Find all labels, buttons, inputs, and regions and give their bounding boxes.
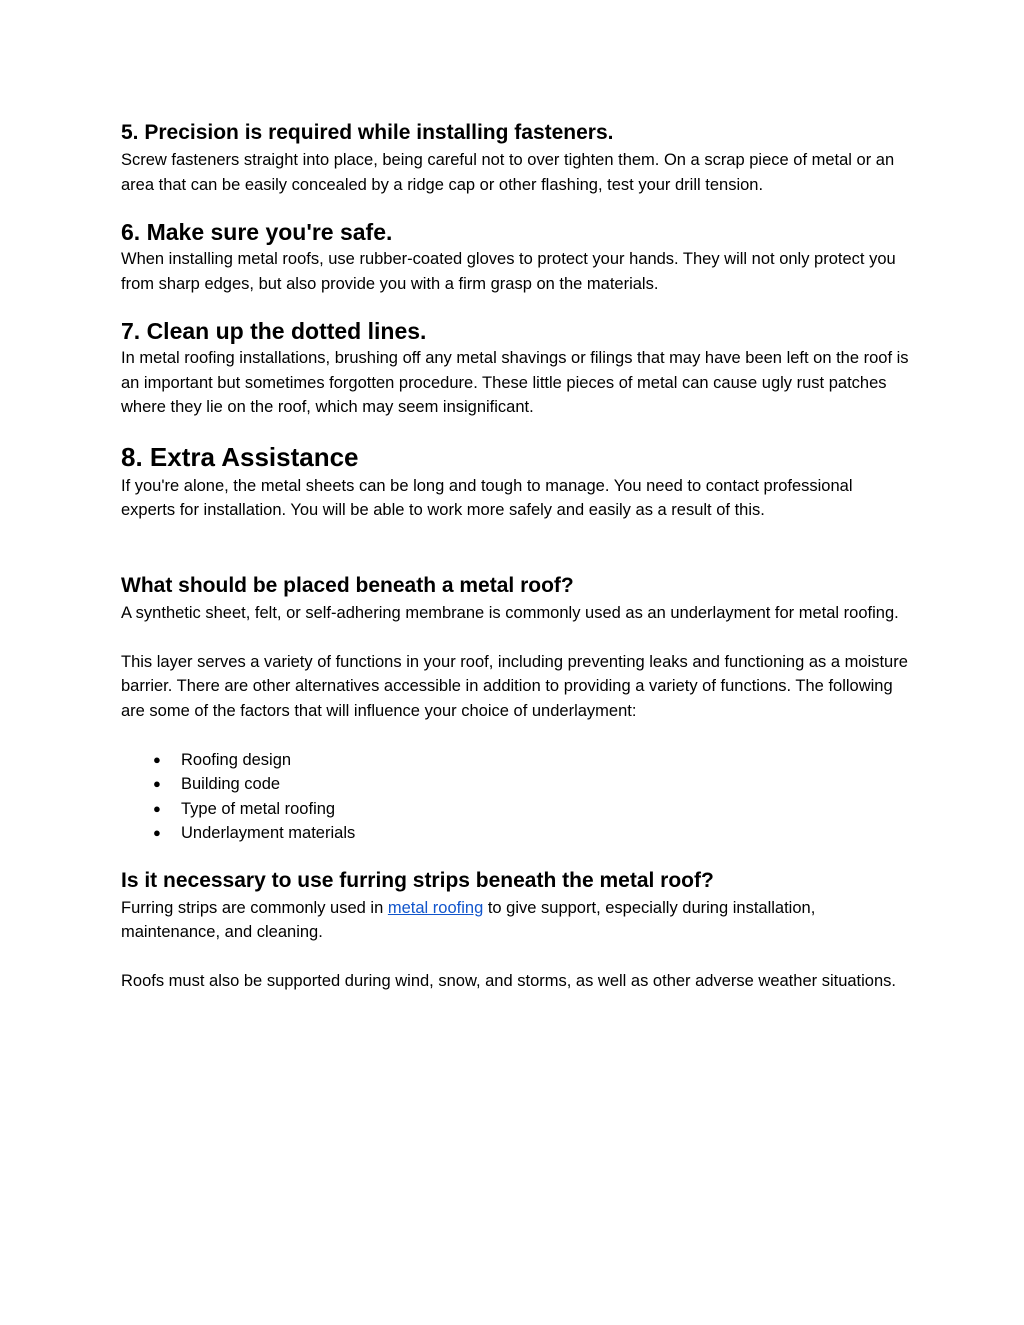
list-item-text: Underlayment materials [181,824,356,842]
spacer [121,945,911,970]
bullet-icon: ● [153,751,161,767]
underlayment-factors-list [121,748,911,846]
spacer [121,523,911,571]
bullet-icon: ● [153,825,161,840]
paragraph-text: Furring strips are commonly used in [121,898,388,917]
heading-extra-assistance: 8. Extra Assistance [121,441,359,472]
paragraph-weather-support: Roofs must also be supported during wind, snow, and storms, as well as other adverse weather situations. [121,972,896,990]
paragraph-clean-up: In metal roofing installations, brushing off any metal shavings or filings that may have been left on the roof is an important but sometimes forgotten procedure. These little pieces of metal can cause ugly rust patches where they lie on the roof, which may seem insignificant. [121,349,909,416]
paragraph-extra-assistance: If you're alone, the metal sheets can be long and tough to manage. You need to contact professional experts for installation. You will be able to work more safely and easily as a result of this. [121,476,853,519]
metal-roofing-link[interactable]: metal roofing [387,898,484,917]
paragraph-safety: When installing metal roofs, use rubber-coated gloves to protect your hands. They will not only protect you from sharp edges, but also provide you with a firm grasp on the materials. [121,250,896,293]
paragraph-furring-support [121,896,911,945]
list-item-text: Roofing design [181,750,292,769]
spacer [121,846,911,866]
spacer [121,625,911,650]
bullet-icon: ● [153,800,161,816]
paragraph-underlayment-intro: A synthetic sheet, felt, or self-adhering membrane is commonly used as an underlayment for metal roofing. [121,603,899,622]
paragraph-text: to give support, especially during installation, maintenance, and cleaning. [121,898,816,941]
heading-precision-fasteners: 5. Precision is required while installing fasteners. [121,121,614,144]
list-item [121,748,911,773]
spacer [121,723,911,748]
spacer [121,197,911,217]
bullet-icon: ● [153,776,161,791]
list-item-text: Building code [181,775,281,793]
list-item-text: Type of metal roofing [181,799,336,818]
heading-clean-up: 7. Clean up the dotted lines. [121,318,427,344]
spacer [121,296,911,316]
spacer [121,420,911,440]
paragraph-underlayment-functions: This layer serves a variety of functions in your roof, including preventing leaks and functioning as a moisture barrier. There are other alternatives accessible in addition to providing a variety of functions. The following are some of the factors that will influence your choice of underlayment: [121,652,908,720]
heading-beneath-metal-roof: What should be placed beneath a metal roof? [121,573,574,597]
heading-safety: 6. Make sure you're safe. [121,219,393,245]
list-item [121,797,911,822]
heading-furring-strips: Is it necessary to use furring strips beneath the metal roof? [121,868,714,892]
list-item [121,821,911,846]
document-page [121,118,911,994]
list-item [121,772,911,797]
paragraph-precision-fasteners: Screw fasteners straight into place, being careful not to over tighten them. On a scrap piece of metal or an area that can be easily concealed by a ridge cap or other flashing, test your drill tension. [121,151,895,194]
